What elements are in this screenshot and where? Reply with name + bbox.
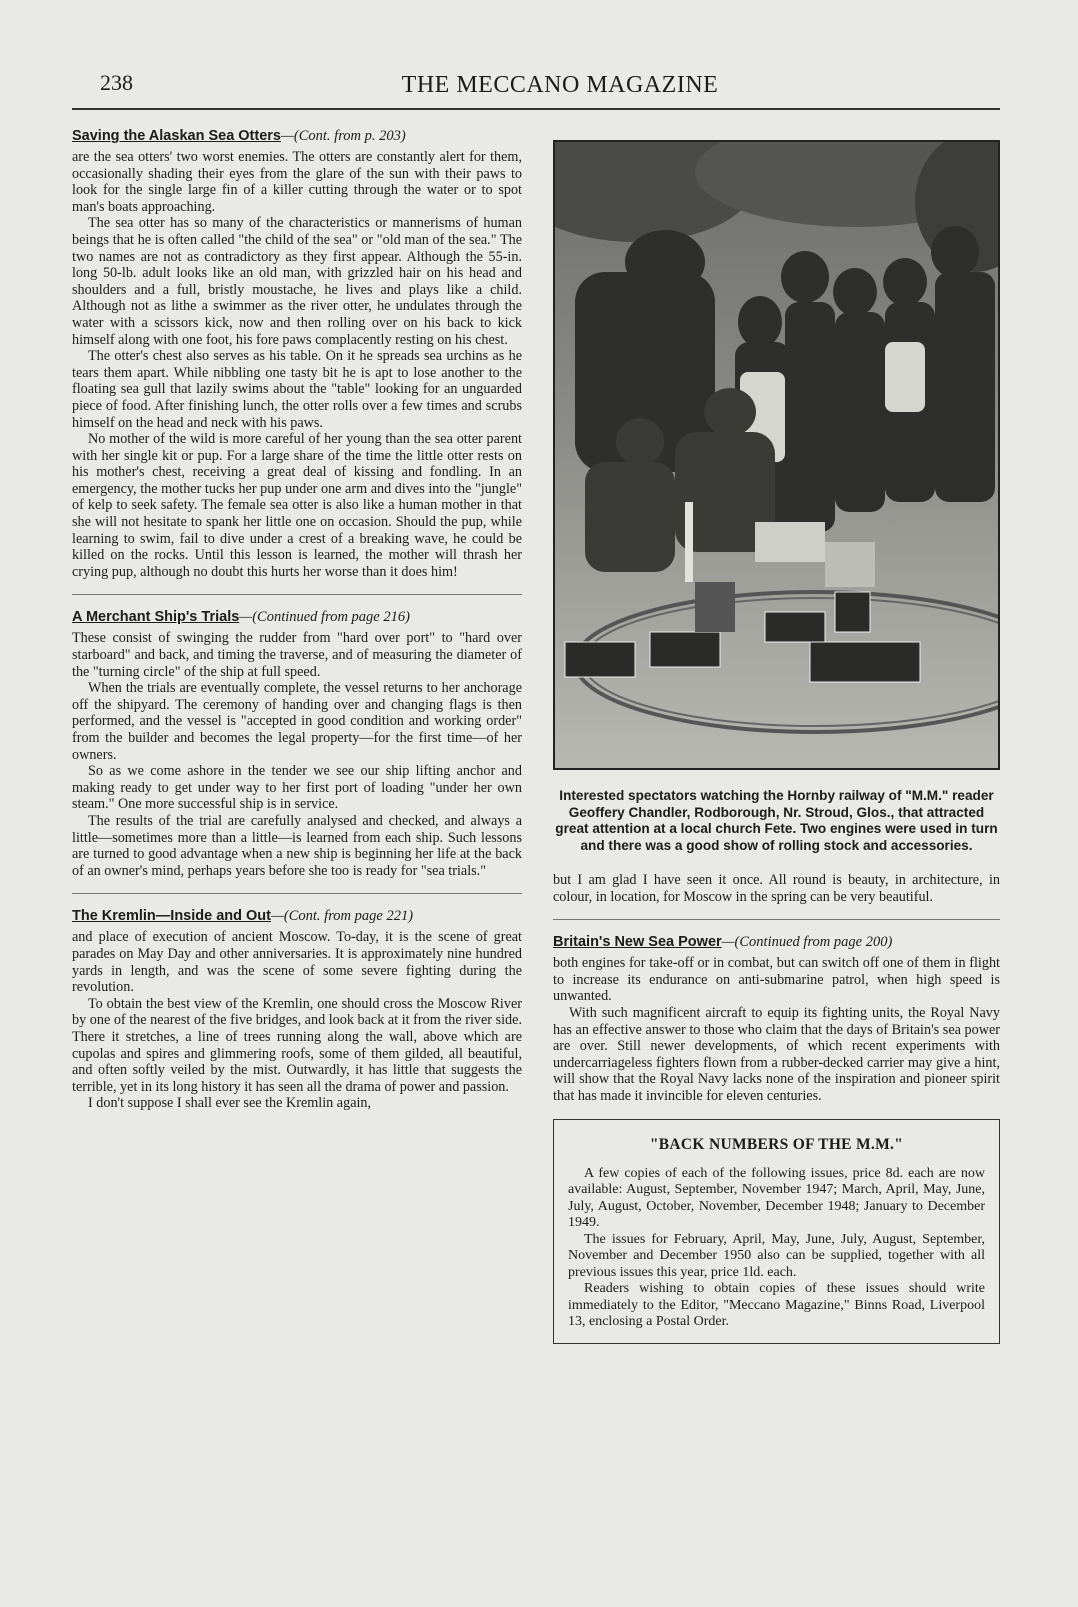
section-divider — [553, 919, 1000, 920]
otters-cont: —(Cont. from p. 203) — [281, 128, 406, 144]
header-rule — [72, 108, 1000, 110]
ship-paragraph: When the trials are eventually complete, the vessel returns to her anchorage off the shipyard. The ceremony of handing over and changing flags is then performed, and the vessel is "accepted in good condition and working order" from the builder and becomes the legal property—for the first time—of her owners. — [72, 680, 522, 763]
kremlin-heading — [72, 908, 522, 925]
photo-caption: Interested spectators watching the Hornby railway of "M.M." reader Geoffery Chandler, Rodborough, Nr. Stroud, Glos., that attracted great attention at a local church Fete. Two engines were used in turn and there was a good show of rolling stock and accessories. — [555, 788, 998, 853]
back-numbers-box — [553, 1119, 1000, 1344]
left-column — [72, 128, 522, 1112]
back-numbers-paragraph: A few copies of each of the following issues, price 8d. each are now available: August, September, November 1947; March, April, May, June, July, August, October, November, December 1948; January to December 1949. — [568, 1165, 985, 1231]
ship-heading — [72, 609, 522, 626]
ship-title: A Merchant Ship's Trials — [72, 609, 240, 626]
section-divider — [72, 594, 522, 595]
back-numbers-title: "BACK NUMBERS OF THE M.M." — [649, 1135, 904, 1153]
seapower-heading — [553, 934, 1000, 951]
otters-paragraph: are the sea otters' two worst enemies. The otters are constantly alert for them, occasionally shading their eyes from the glare of the sun with their paws to look for the single large fin of a killer cutting through the water or to spot man's boats approaching. — [72, 149, 522, 215]
magazine-title: THE MECCANO MAGAZINE — [401, 72, 719, 98]
otters-paragraph: No mother of the wild is more careful of her young than the sea otter parent with her single kit or pup. For a large share of the time the little otter rests on his mother's chest, receiving a great deal of kissing and fondling. In an emergency, the mother tucks her pup under one arm and dives into the "jungle" of kelp to seek safety. The female sea otter is also like a human mother in that she will not hesitate to spank her little one on occasion. Should the pup, while learning to swim, fail to dive under a crest of a breaking wave, he could be killed on the rocks. Until this lesson is learned, the mother will thrash her crying pup, although no doubt this hurts her worse than it does him! — [72, 431, 522, 580]
seapower-cont: —(Continued from page 200) — [721, 934, 893, 951]
railway-photo — [553, 140, 1000, 770]
kremlin-paragraph: and place of execution of ancient Moscow. To-day, it is the scene of great parades on May Day and other anniversaries. It is approximately nine hundred yards in length, and was the scene of some severe fighting during the revolution. — [72, 929, 522, 996]
kremlin-cont: —(Cont. from page 221) — [271, 908, 414, 925]
otters-heading — [72, 128, 522, 145]
back-numbers-paragraph: Readers wishing to obtain copies of these issues should write immediately to the Editor, "Meccano Magazine," Binns Road, Liverpool 13, enclosing a Postal Order. — [568, 1281, 985, 1330]
ship-paragraph: The results of the trial are carefully analysed and checked, and always a little—sometimes more than a little—is learned from each ship. Such lessons are turned to good advantage when a new ship is beginning her life at the back of an owner's mind, perhaps years before she too is ready for "sea trials." — [72, 812, 522, 879]
kremlin-paragraph: I don't suppose I shall ever see the Kremlin again, — [88, 1095, 372, 1112]
kremlin-title: The Kremlin—Inside and Out — [72, 908, 271, 925]
seapower-title: Britain's New Sea Power — [553, 934, 722, 951]
section-divider — [72, 893, 522, 894]
page-number: 238 — [100, 70, 133, 95]
seapower-paragraph: both engines for take-off or in combat, but can switch off one of them in flight to increase its endurance on anti-submarine patrol, when high speed is unwanted. — [553, 955, 1000, 1005]
back-numbers-paragraph: The issues for February, April, May, June, July, August, September, November and December 1950 also can be supplied, together with all previous issues this year, price 1ld. each. — [568, 1231, 985, 1280]
right-column — [553, 140, 1000, 1344]
railway-photo-image — [555, 142, 998, 768]
ship-paragraph: So as we come ashore in the tender we see our ship lifting anchor and making ready to get under way to her first port of loading "under her own steam." One more successful ship is in service. — [72, 763, 522, 813]
ship-paragraph: These consist of swinging the rudder from "hard over port" to "hard over starboard" and back, and timing the traverse, and of measuring the diameter of the "turning circle" of the ship at full speed. — [72, 630, 522, 680]
otters-paragraph: The otter's chest also serves as his table. On it he spreads sea urchins as he tears them apart. While nibbling one tasty bit he is apt to lose another to the floating sea gull that lazily swims about the "table" looking for an unguarded piece of food. After finishing lunch, the otter rolls over a few times and scrubs himself on the head and neck with his paws. — [72, 348, 522, 431]
seapower-paragraph: With such magnificent aircraft to equip its fighting units, the Royal Navy has an effective answer to those who claim that the days of Britain's sea power are over. Still newer developments, of which recent experiments with undercarriageless fighters flown from a rubber-decked carrier may give a hint, will show that the Royal Navy lacks none of the inspiration and pioneer spirit that has made it invincible for eleven centuries. — [553, 1004, 1000, 1104]
kremlin-paragraph: To obtain the best view of the Kremlin, one should cross the Moscow River by one of the nearest of the five bridges, and look back at it from the river side. There it stretches, a line of trees running along the wall, above which are cupolas and spires and glimmering roofs, some of them gilded, all beautiful, and often softly veiled by the mist. Outwardly, it has little that suggests the terrible, yet in its long history it has seen all the drama of power and passion. — [72, 995, 522, 1095]
kremlin-continuation: but I am glad I have seen it once. All round is beauty, in architecture, in colour, in location, for Moscow in the spring can be very beautiful. — [553, 872, 1000, 905]
ship-cont: —(Continued from page 216) — [239, 609, 410, 626]
otters-paragraph: The sea otter has so many of the characteristics or mannerisms of human beings that he is often called "the child of the sea" or "old man of the sea." The two names are not as contradictory as they first appear. Although the 55-in. long 50-lb. adult looks like an old man, with grizzled hair on his head and shoulders and a full, bristly moustache, he lives and plays like a child. Although not as lithe a swimmer as the river otter, he undulates through the water with a scissors kick, now and then rolling over on his back to kick himself along with one foot, his fore paws complacently resting on his chest. — [72, 215, 522, 348]
otters-title: Saving the Alaskan Sea Otters — [72, 128, 281, 144]
